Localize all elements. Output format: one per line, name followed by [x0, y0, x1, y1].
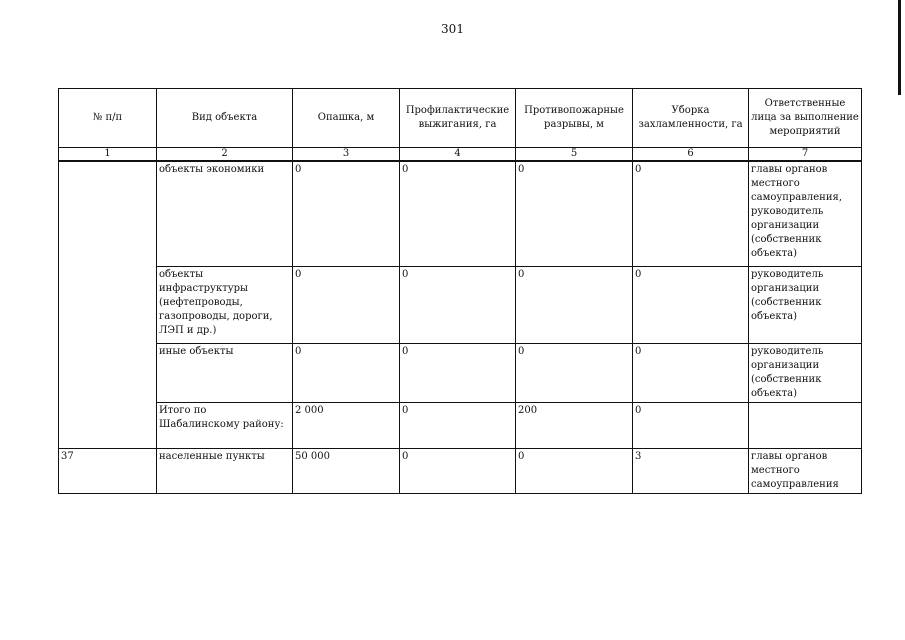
firebreaks-cell: 0	[516, 344, 633, 403]
header-responsible: Ответственные лица за выполнение мероприятий	[749, 89, 862, 148]
plowing-cell: 0	[293, 161, 400, 267]
firebreaks-cell: 0	[516, 449, 633, 494]
burning-cell: 0	[400, 449, 516, 494]
object-type-cell: объекты инфраструктуры (нефтепроводы, газопроводы, дороги, ЛЭП и др.)	[157, 267, 293, 344]
table-row	[59, 267, 862, 344]
header-firebreaks: Противопожарные разрывы, м	[516, 89, 633, 148]
table-row	[59, 161, 862, 267]
plowing-cell: 50 000	[293, 449, 400, 494]
row-num-cell	[59, 161, 157, 449]
responsible-cell: главы органов местного самоуправления, руководитель организации (собственник объекта)	[749, 161, 862, 267]
header-plowing: Опашка, м	[293, 89, 400, 148]
column-number-row	[59, 148, 862, 162]
total-label-cell: Итого по Шабалинскому району:	[157, 403, 293, 449]
column-number: 7	[749, 148, 862, 162]
column-number: 6	[633, 148, 749, 162]
plowing-cell: 0	[293, 267, 400, 344]
cleanup-cell: 0	[633, 267, 749, 344]
total-responsible-cell	[749, 403, 862, 449]
responsible-cell: главы органов местного самоуправления	[749, 449, 862, 494]
header-burning: Профилактические выжигания, га	[400, 89, 516, 148]
row-num-cell: 37	[59, 449, 157, 494]
total-plowing-cell: 2 000	[293, 403, 400, 449]
burning-cell: 0	[400, 267, 516, 344]
plowing-cell: 0	[293, 344, 400, 403]
object-type-cell: иные объекты	[157, 344, 293, 403]
header-cleanup: Уборка захламленности, га	[633, 89, 749, 148]
cleanup-cell: 0	[633, 161, 749, 267]
total-cleanup-cell: 0	[633, 403, 749, 449]
object-type-cell: населенные пункты	[157, 449, 293, 494]
table-row	[59, 449, 862, 494]
total-burning-cell: 0	[400, 403, 516, 449]
cleanup-cell: 3	[633, 449, 749, 494]
object-type-cell: объекты экономики	[157, 161, 293, 267]
burning-cell: 0	[400, 344, 516, 403]
burning-cell: 0	[400, 161, 516, 267]
total-row	[59, 403, 862, 449]
header-object-type: Вид объекта	[157, 89, 293, 148]
scan-edge-mark	[898, 0, 901, 95]
header-num: № п/п	[59, 89, 157, 148]
column-number: 4	[400, 148, 516, 162]
cleanup-cell: 0	[633, 344, 749, 403]
column-number: 5	[516, 148, 633, 162]
firebreaks-cell: 0	[516, 267, 633, 344]
table-row	[59, 344, 862, 403]
column-number: 1	[59, 148, 157, 162]
responsible-cell: руководитель организации (собственник объекта)	[749, 267, 862, 344]
total-firebreaks-cell: 200	[516, 403, 633, 449]
header-row	[59, 89, 862, 148]
column-number: 3	[293, 148, 400, 162]
page-number: 301	[441, 22, 464, 36]
column-number: 2	[157, 148, 293, 162]
firebreaks-cell: 0	[516, 161, 633, 267]
measures-table	[58, 88, 862, 494]
responsible-cell: руководитель организации (собственник объекта)	[749, 344, 862, 403]
